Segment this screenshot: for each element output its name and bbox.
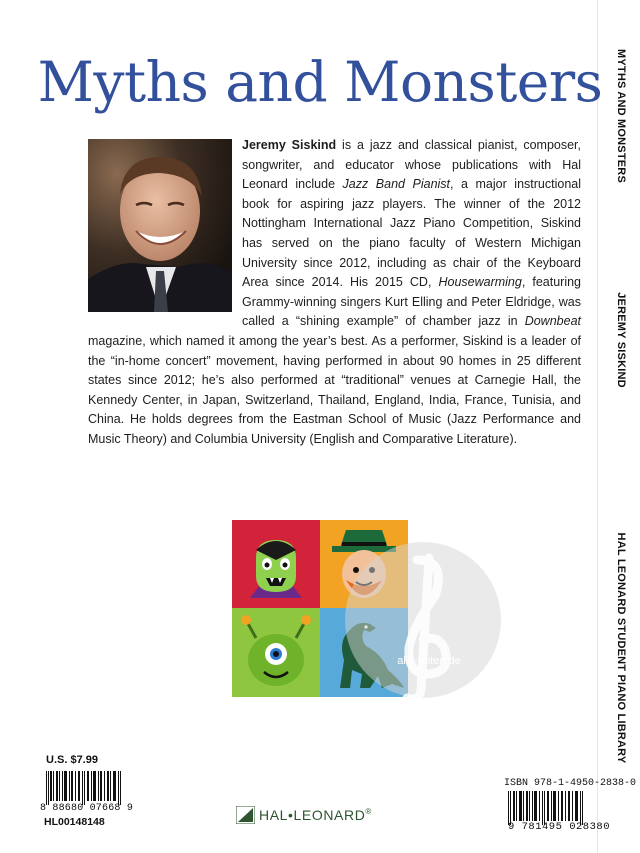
publisher-name: HAL•LEONARD bbox=[259, 807, 366, 823]
bio-text-4: magazine, which named it among the year’s best. As a performer, Siskind is a leader of the “in-home concert” movement, having performed in about 90 homes in 25 different states since 2012; he’s also performed at “traditional” venues at Carnegie Hall, the Kennedy Center, in Japan, Switzerland, Thailand, England, India, France, Tunisia, and China. He holds degrees from the Eastman School of Music (Jazz Performance and Music Theory) and Columbia University (English and Comparative Literature). bbox=[88, 333, 581, 446]
bio-cd-title: Housewarming bbox=[438, 275, 522, 290]
product-code: HL00148148 bbox=[44, 816, 105, 828]
upc-number: 8 88680 07668 9 bbox=[40, 803, 134, 814]
spine-author: JEREMY SISKIND bbox=[615, 292, 627, 388]
publisher-logo bbox=[236, 806, 372, 824]
cover-title: Myths and Monsters bbox=[37, 50, 603, 114]
ean-number: 9 781495 028380 bbox=[508, 821, 611, 833]
spine-title: MYTHS AND MONSTERS bbox=[615, 49, 627, 183]
bio-magazine: Downbeat bbox=[524, 314, 581, 329]
price: U.S. $7.99 bbox=[46, 754, 98, 766]
watermark bbox=[343, 540, 503, 700]
ean-barcode bbox=[506, 791, 586, 825]
watermark-text: alle-noten.de bbox=[397, 655, 461, 667]
registered-mark: ® bbox=[365, 807, 372, 816]
bio-text-1: is a jazz and classical pianist, composer, songwriter, and educator whose publications with Hal Leonard include bbox=[242, 138, 582, 192]
isbn: ISBN 978-1-4950-2838-0 bbox=[504, 778, 637, 789]
bio-book-title: Jazz Band Pianist bbox=[342, 177, 451, 192]
bio-text-3: , featuring Grammy-winning singers Kurt Elling and Peter Eldridge, was called a “shining example” of chamber jazz in bbox=[242, 275, 581, 329]
spine-series: HAL LEONARD STUDENT PIANO LIBRARY bbox=[615, 532, 627, 764]
author-bio bbox=[88, 136, 581, 450]
hal-leonard-logo-icon bbox=[236, 806, 255, 824]
bio-text-2: , a major instructional book for aspiring jazz players. The winner of the 2012 Nottingham International Jazz Piano Competition, Siskind has served on the piano faculty of Western Michigan University since 2012, including as chair of the Keyboard Area since 2014. His 2015 CD, bbox=[242, 177, 581, 290]
author-name: Jeremy Siskind bbox=[242, 138, 337, 152]
